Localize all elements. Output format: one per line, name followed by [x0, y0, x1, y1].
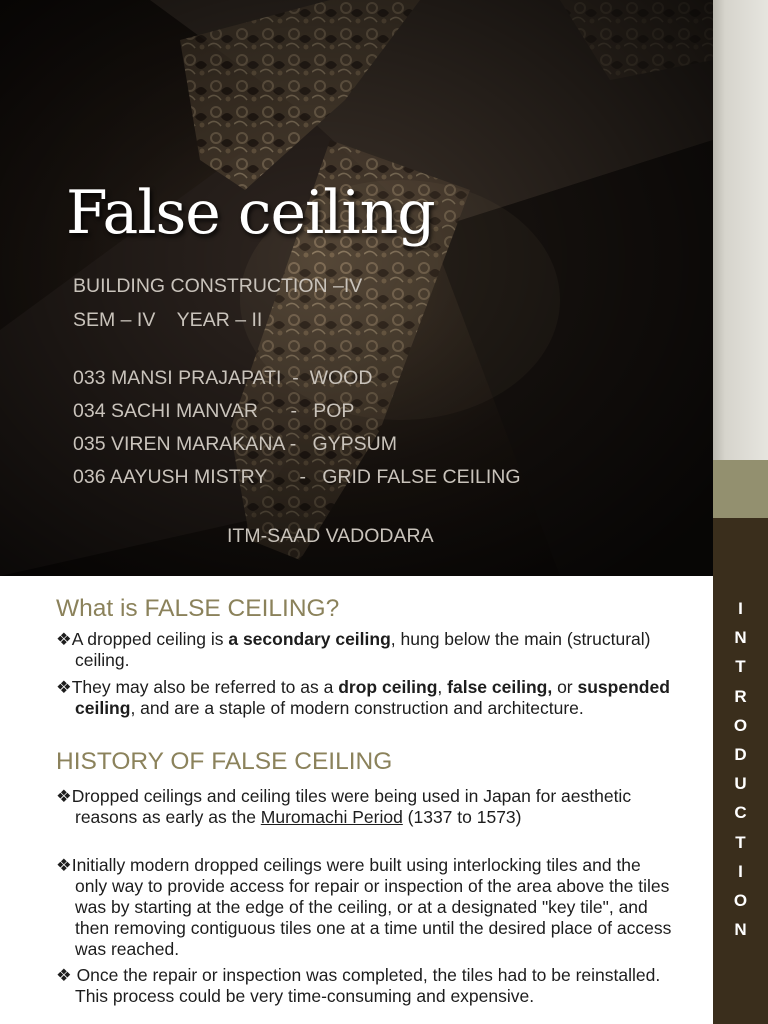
bullet-diamond-icon: ❖ [56, 965, 72, 985]
bullet-diamond-icon: ❖ [56, 786, 72, 806]
section-letter: N [734, 920, 747, 940]
bullet-japan-history: ❖Dropped ceilings and ceiling tiles were being used in Japan for aesthetic reasons as early as the Muromachi Period (1337 to 1573) [56, 786, 632, 827]
section-letter: D [734, 744, 747, 764]
section-letter: T [735, 657, 746, 677]
slide-sidebar [713, 0, 768, 1024]
bullet-other-names: ❖They may also be referred to as a drop ceiling, false ceiling, or suspended ceiling, and are a staple of modern construction and architecture. [56, 677, 670, 718]
bullet-diamond-icon: ❖ [56, 677, 72, 697]
heading-history: HISTORY OF FALSE CEILING [56, 748, 393, 775]
section-letter: O [733, 715, 748, 735]
team-member-3: 035 VIREN MARAKANA - GYPSUM [73, 433, 398, 455]
section-letter: I [738, 599, 743, 618]
course-name: BUILDING CONSTRUCTION –IV [73, 275, 363, 297]
section-letter: N [734, 628, 747, 648]
bullet-diamond-icon: ❖ [56, 855, 72, 875]
team-member-2: 034 SACHI MANVAR - POP [73, 400, 355, 422]
heading-what-is: What is FALSE CEILING? [56, 595, 340, 622]
sidebar-light-strip [713, 0, 768, 460]
muromachi-link[interactable]: Muromachi Period [260, 807, 403, 827]
semester-year: SEM – IV YEAR – II [73, 309, 263, 331]
sidebar-accent-tab [713, 460, 768, 518]
section-letter: U [734, 774, 747, 794]
section-label-vertical [713, 594, 768, 944]
institute-name: ITM-SAAD VADODARA [227, 525, 434, 547]
section-letter: C [734, 803, 747, 823]
presentation-title: False ceiling [66, 178, 435, 248]
section-letter: R [734, 686, 747, 706]
bullet-reinstallation: ❖ Once the repair or inspection was completed, the tiles had to be reinstalled. This process could be very time-consuming and expensive. [56, 965, 661, 1006]
section-letter: I [738, 861, 743, 881]
bullet-definition: ❖A dropped ceiling is a secondary ceiling, hung below the main (structural) ceiling. [56, 629, 651, 670]
introduction-slide [0, 576, 713, 1024]
section-letter: O [733, 890, 748, 910]
bullet-interlocking-tiles: ❖Initially modern dropped ceilings were built using interlocking tiles and the only way to provide access for repair or inspection of the area above the tiles was by starting at the edge of the ceiling, or at a designated "key tile", and then removing contiguous tiles one at a time until the desired place of access was reached. [56, 855, 672, 959]
team-member-1: 033 MANSI PRAJAPATI - WOOD [73, 367, 373, 389]
section-letter: T [735, 832, 746, 852]
team-member-4: 036 AAYUSH MISTRY - GRID FALSE CEILING [73, 466, 521, 488]
bullet-diamond-icon: ❖ [56, 629, 72, 649]
